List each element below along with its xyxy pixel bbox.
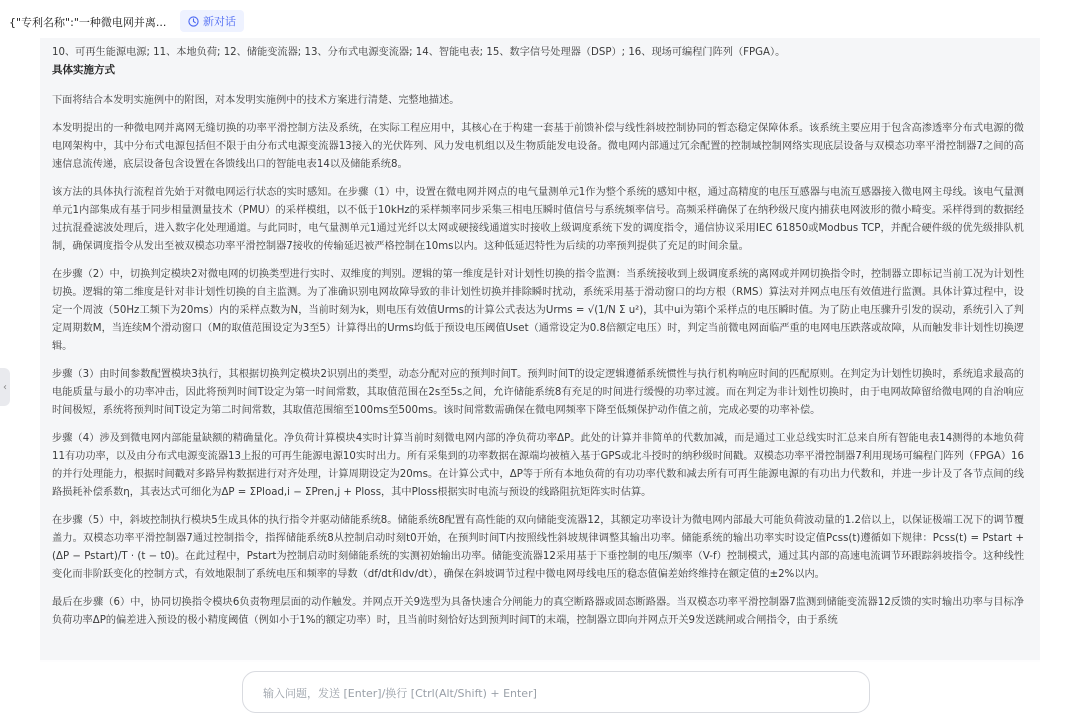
paragraph: 步骤（3）由时间参数配置模块3执行，其根据切换判定模块2识别出的类型，动态分配对应的预判时间T。预判时间T的设定逻辑遵循系统惯性与执行机构响应时间的匹配原则。在判定为计划性切换时，系统追求最高的电能质量与最小的功率冲击，因此将预判时间T设定为第一时间常数，其取值范围在2s至5s之间，允许储能系统8有充足的时间进行缓慢的功率过渡。而在判定为非计划性切换时，由于电网故障留给微电网的自治响应时间极短，系统将预判时间T设定为第二时间常数，其取值范围缩至100ms至500ms。该时间常数需确保在微电网频率下降至低频保护动作值之前，完成必要的功率补偿。 xyxy=(52,369,1024,416)
paragraph: 在步骤（5）中，斜坡控制执行模块5生成具体的执行指令并驱动储能系统8。储能系统8配置有高性能的双向储能变流器12，其额定功率设计为微电网内部最大可能负荷波动量的1.2倍以上，以保证极端工况下的调节覆盖力。双模态功率平滑控制器7通过控制指令，指挥储能系统8从控制启动时刻t0开始，在预判时间T内按照线性斜坡规律调整其输出功率。储能系统的输出功率实时设定值Pcss(t)遵循如下规律：Pcss(t) = Pstart + (ΔP − Pstart)/T · (t − t0)。在此过程中，Pstart为控制启动时刻储能系统的实测初始输出功率。储能变流器12采用基于下垂控制的电压/频率（V-f）控制模式，通过其内部的高速电流调节环跟踪斜坡指令。这种线性变化而非阶跃变化的控制方式，有效地限制了系统电压和频率的导数（df/dt和dv/dt），确保在斜坡调节过程中微电网母线电压的稳态值偏差始终维持在额定值的±2%以内。 xyxy=(52,515,1024,580)
chat-input[interactable] xyxy=(242,671,870,713)
input-placeholder: 输入问题，发送 [Enter]/换行 [Ctrl(Alt/Shift) + Enter] xyxy=(263,687,537,700)
paragraph: 在步骤（2）中，切换判定模块2对微电网的切换类型进行实时、双维度的判别。逻辑的第一维度是针对计划性切换的指令监测：当系统接收到上级调度系统的离网或并网切换指令时，控制器立即标记当前工况为计划性切换。逻辑的第二维度是针对非计划性切换的自主监测。为了准确识别电网故障导致的非计划性切换并排除瞬时扰动，系统采用基于滑动窗口的均方根（RMS）算法对并网点电压有效值进行监测。具体计算过程中，设定一个周波（50Hz工频下为20ms）内的采样点数为N，当前时刻为k，则电压有效值Urms的计算公式表达为Urms = √(1/N Σ u²)，其中ui为第i个采样点的电压瞬时值。为了防止电压骤升引发的误动，系统引入了判定周期数M，当连续M个滑动窗口（M的取值范围设定为3至5）计算得出的Urms均低于预设电压阈值Uset（通常设定为0.8倍额定电压）时，判定当前微电网面临严重的电网电压跌落或故障，从而触发非计划性切换逻辑。 xyxy=(52,269,1024,352)
paragraph: 本发明提出的一种微电网并离网无缝切换的功率平滑控制方法及系统，在实际工程应用中，其核心在于构建一套基于前馈补偿与线性斜坡控制协同的暂态稳定保障体系。该系统主要应用于包含高渗透率分布式电源的微电网架构中，其中分布式电源包括但不限于由分布式电源变流器13接入的光伏阵列、风力发电机组以及生物质能发电设备。微电网内部通过冗余配置的控制域控制网络实现底层设备与双模态功率平滑控制器7之间的高速信息流传递，底层设备包含设置在各馈线出口的智能电表14以及储能系统8。 xyxy=(52,123,1024,170)
chevron-left-icon: ‹ xyxy=(3,381,7,393)
paragraph: 最后在步骤（6）中，协同切换指令模块6负责物理层面的动作触发。并网点开关9选型为具备快速合分闸能力的真空断路器或固态断路器。当双模态功率平滑控制器7监测到储能变流器12反馈的实时输出功率与目标净负荷功率ΔP的偏差进入预设的极小精度阈值（例如小于1%的额定功率）时，且当前时刻恰好达到预判时间T的末端，控制器立即向并网点开关9发送跳闸或合闸指令，由于系统 xyxy=(52,597,1024,626)
new-chat-label: 新对话 xyxy=(203,15,236,28)
clock-icon xyxy=(188,16,199,27)
sidebar-toggle-button[interactable] xyxy=(0,368,10,406)
new-chat-button[interactable] xyxy=(180,10,244,32)
paragraph: 该方法的具体执行流程首先始于对微电网运行状态的实时感知。在步骤（1）中，设置在微电网并网点的电气量测单元1作为整个系统的感知中枢，通过高精度的电压互感器与电流互感器接入微电网主母线。该电气量测单元1内部集成有基于同步相量测量技术（PMU）的采样模组，以不低于10kHz的采样频率同步采集三相电压瞬时值信号与系统频率信号。高频采样确保了在纳秒级尺度内捕获电网波形的微小畸变。采样得到的数据经过抗混叠滤波处理后，进入数字化处理通道。与此同时，电气量测单元1通过光纤以太网或硬接线通道实时接收上级调度系统下发的调度指令，通信协议采用IEC 61850或Modbus TCP，并配合硬件级的优先级排队机制，确保调度指令从发出至被双模态功率平滑控制器7接收的传输延迟被严格控制在10ms以内。这种低延迟特性为后续的功率预判提供了充足的时间余量。 xyxy=(52,187,1024,252)
section-title: 具体实施方式 xyxy=(52,64,115,76)
answer-document xyxy=(40,38,1040,662)
document-content xyxy=(52,44,1024,640)
chat-title[interactable]: {"专利名称":"一种微电网并离... xyxy=(9,16,167,29)
paragraph: 步骤（4）涉及到微电网内部能量缺额的精确量化。净负荷计算模块4实时计算当前时刻微电网内部的净负荷功率ΔP。此处的计算并非简单的代数加减，而是通过工业总线实时汇总来自所有智能电表14测得的本地负荷11有功功率，以及由分布式电源变流器13上报的可再生能源电源10实时出力。所有采集到的功率数据在源端均被植入基于GPS或北斗授时的纳秒级时间戳。双模态功率平滑控制器7利用现场可编程门阵列（FPGA）16的并行处理能力，根据时间戳对多路异构数据进行对齐处理，计算周期设定为20ms。在计算公式中，ΔP等于所有本地负荷的有功功率代数和减去所有可再生能源电源的有功出力代数和，并进一步计及了各节点间的线路损耗补偿系数η，其表达式可细化为ΔP = ΣPload,i − ΣPren,j + Ploss，其中Ploss根据实时电流与预设的线路阻抗矩阵实时估算。 xyxy=(52,433,1024,498)
component-list-line: 10、可再生能源电源; 11、本地负荷; 12、储能变流器; 13、分布式电源变流器; 14、智能电表; 15、数字信号处理器（DSP）; 16、现场可编程门阵列（FPGA）。 xyxy=(52,47,786,58)
paragraph: 下面将结合本发明实施例中的附图，对本发明实施例中的技术方案进行清楚、完整地描述。 xyxy=(52,95,460,106)
